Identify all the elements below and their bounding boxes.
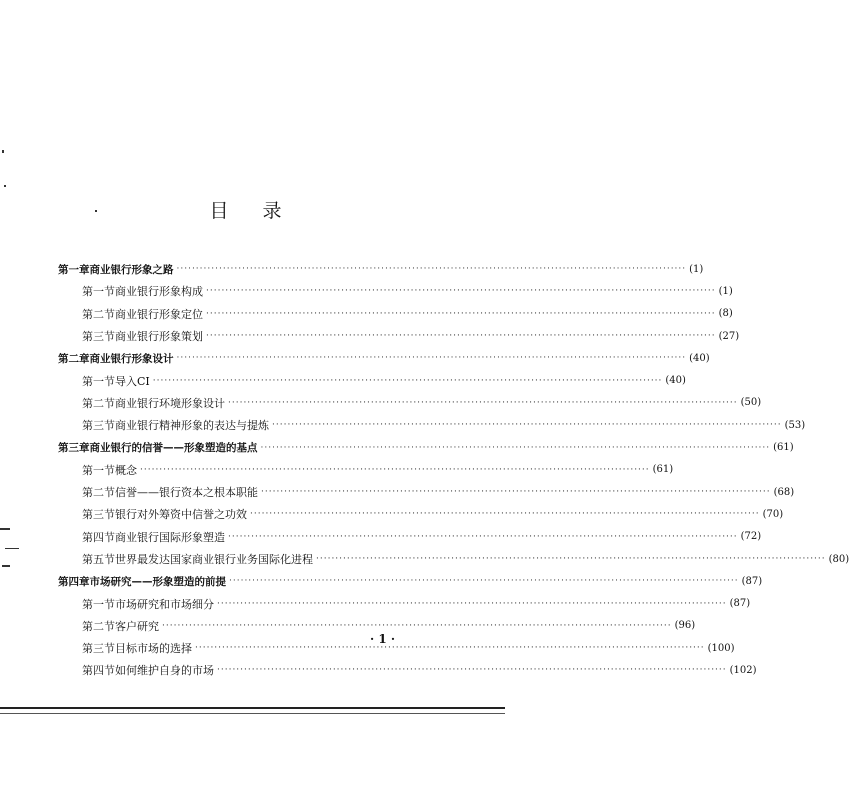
entry-page: (87) xyxy=(741,575,763,587)
leader-dots xyxy=(140,465,650,475)
leader-dots xyxy=(229,576,739,586)
entry-page: (70) xyxy=(762,508,784,520)
entry-number: 第一节 xyxy=(82,597,115,611)
scan-speck xyxy=(5,548,19,549)
entry-number: 第三节 xyxy=(82,330,115,344)
scan-speck xyxy=(2,150,4,153)
toc-entry xyxy=(58,592,751,614)
entry-page: (100) xyxy=(707,642,735,654)
toc-entry xyxy=(58,526,762,548)
entry-page: (40) xyxy=(689,352,710,364)
leader-dots xyxy=(272,420,782,430)
bottom-rule-thin xyxy=(0,713,505,714)
entry-title: 商业银行国际形象塑造 xyxy=(115,530,225,544)
toc-entry xyxy=(58,414,806,436)
leader-dots xyxy=(162,621,672,631)
toc-entry xyxy=(58,392,762,414)
entry-title: 商业银行精神形象的表达与提炼 xyxy=(115,419,269,433)
entry-title: 商业银行形象构成 xyxy=(115,285,203,299)
entry-title: 市场研究和市场细分 xyxy=(115,597,214,611)
entry-page: (72) xyxy=(740,531,762,543)
entry-number: 第三节 xyxy=(82,642,115,656)
entry-page: (50) xyxy=(740,397,762,409)
entry-title: 信誉——银行资本之根本职能 xyxy=(115,486,258,500)
entry-title: 导入CI xyxy=(115,374,150,388)
entry-page: (61) xyxy=(652,464,674,476)
entry-page: (1) xyxy=(718,285,733,297)
toc-entry xyxy=(58,459,674,481)
entry-page: (80) xyxy=(828,553,849,565)
entry-page: (61) xyxy=(773,442,794,454)
entry-number: 第二节 xyxy=(82,619,115,633)
entry-number: 第三节 xyxy=(82,508,115,522)
entry-number: 第二章 xyxy=(58,352,90,365)
entry-title: 目标市场的选择 xyxy=(115,642,192,656)
leader-dots xyxy=(250,509,760,519)
entry-number: 第一节 xyxy=(82,285,115,299)
entry-page: (8) xyxy=(718,308,733,320)
toc-entry xyxy=(58,570,763,592)
entry-number: 第二节 xyxy=(82,307,115,321)
leader-dots xyxy=(261,443,771,453)
toc-entry xyxy=(58,303,733,325)
leader-dots xyxy=(261,487,771,497)
toc-entry xyxy=(58,369,686,391)
toc-entry xyxy=(58,659,757,681)
leader-dots xyxy=(228,532,738,542)
entry-page: (68) xyxy=(773,486,795,498)
scan-speck xyxy=(4,185,6,187)
entry-number: 第一章 xyxy=(58,263,90,276)
leader-dots xyxy=(217,599,727,609)
entry-title: 商业银行的信誉——形象塑造的基点 xyxy=(89,442,258,455)
entry-number: 第四章 xyxy=(58,575,90,588)
entry-page: (96) xyxy=(674,620,696,632)
entry-number: 第四节 xyxy=(82,664,115,678)
leader-dots xyxy=(316,554,826,564)
leader-dots xyxy=(206,331,716,341)
table-of-contents xyxy=(58,258,849,682)
entry-page: (53) xyxy=(784,419,806,431)
page-number: · 1 · xyxy=(370,632,396,646)
entry-title: 概念 xyxy=(115,463,137,477)
entry-page: (27) xyxy=(718,330,740,342)
entry-number: 第一节 xyxy=(82,463,115,477)
page-title: 目 录 xyxy=(209,200,296,222)
entry-page: (102) xyxy=(729,664,757,676)
entry-title: 商业银行形象定位 xyxy=(115,307,203,321)
entry-title: 如何维护自身的市场 xyxy=(115,664,214,678)
entry-number: 第五节 xyxy=(82,553,115,566)
entry-number: 第二节 xyxy=(82,486,115,500)
toc-entry xyxy=(58,258,704,280)
entry-number: 第二节 xyxy=(82,396,115,410)
entry-title: 银行对外筹资中信誉之功效 xyxy=(115,508,247,522)
toc-entry xyxy=(58,481,795,503)
entry-number: 第三节 xyxy=(82,419,115,433)
entry-title: 世界最发达国家商业银行业务国际化进程 xyxy=(115,553,313,566)
toc-entry xyxy=(58,280,733,302)
entry-page: (87) xyxy=(729,598,751,610)
entry-page: (40) xyxy=(665,375,686,387)
entry-title: 客户研究 xyxy=(115,619,159,633)
leader-dots xyxy=(217,665,727,675)
toc-entry xyxy=(58,615,696,637)
entry-number: 第一节 xyxy=(82,374,115,388)
entry-number: 第三章 xyxy=(58,442,90,455)
bottom-rule xyxy=(0,707,505,709)
entry-title: 商业银行形象策划 xyxy=(115,330,203,344)
scan-speck xyxy=(0,528,10,530)
entry-page: (1) xyxy=(689,263,704,275)
toc-entry xyxy=(58,347,710,369)
leader-dots xyxy=(177,353,687,363)
toc-entry xyxy=(58,436,794,458)
scan-speck xyxy=(95,210,97,212)
leader-dots xyxy=(206,286,716,296)
leader-dots xyxy=(195,643,705,653)
leader-dots xyxy=(206,309,716,319)
entry-title: 市场研究——形象塑造的前提 xyxy=(89,575,226,588)
toc-entry xyxy=(58,548,849,570)
entry-number: 第四节 xyxy=(82,530,115,544)
scan-speck xyxy=(2,565,10,567)
toc-entry xyxy=(58,325,740,347)
leader-dots xyxy=(177,264,687,274)
toc-entry xyxy=(58,503,784,525)
entry-title: 商业银行形象设计 xyxy=(89,352,174,365)
toc-entry xyxy=(58,637,735,659)
entry-title: 商业银行形象之路 xyxy=(89,263,174,276)
leader-dots xyxy=(228,398,738,408)
leader-dots xyxy=(153,376,663,386)
entry-title: 商业银行环境形象设计 xyxy=(115,396,225,410)
